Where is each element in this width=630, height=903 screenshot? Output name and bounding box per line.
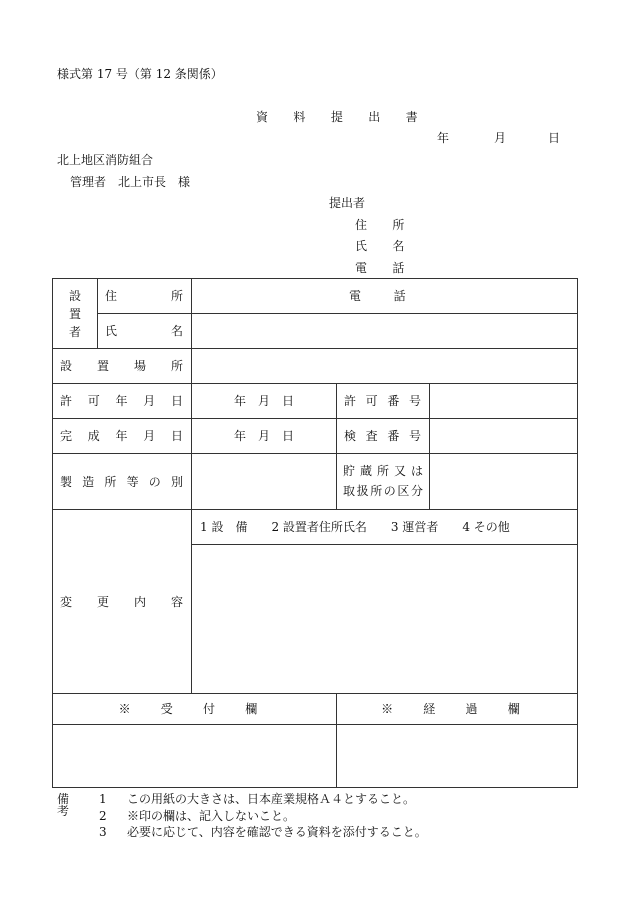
submitter-address-label: 住 所 [355,218,416,232]
installer-phone-label: 電 話 [192,279,578,314]
change-options[interactable]: 1 設 備 2 設置者住所氏名 3 運営者 4 その他 [192,510,578,545]
manufacture-type-label: 製造所等の別 [53,454,192,510]
date-month: 月 [494,131,507,145]
notes-label: 備考 [57,792,70,818]
permit-date-label: 許可年月日 [53,384,192,419]
change-content-field[interactable] [192,545,578,694]
date-year: 年 [437,131,450,145]
reception-label: ※ 受 付 欄 [53,694,337,725]
progress-label: ※ 経 過 欄 [337,694,578,725]
location-field[interactable] [192,349,578,384]
addressee-organization: 北上地区消防組合 [57,153,154,167]
installer-name-label: 氏名 [98,314,192,349]
completion-date-field[interactable]: 年 月 日 [192,419,337,454]
change-content-label: 変更内容 [53,510,192,694]
installer-address-label: 住所 [98,279,192,314]
document-title: 資 料 提 出 書 [256,110,429,124]
addressee-manager: 管理者 北上市長 様 [70,175,191,189]
permit-number-field[interactable] [430,384,578,419]
date-day: 日 [548,131,561,145]
permit-date-field[interactable]: 年 月 日 [192,384,337,419]
form-number: 様式第 17 号（第 12 条関係） [57,67,223,81]
location-label: 設置場所 [53,349,192,384]
submission-form-table [52,278,578,788]
inspection-number-field[interactable] [430,419,578,454]
submitter-phone-label: 電 話 [355,261,416,275]
progress-field [337,725,578,788]
submitter-label: 提出者 [329,196,366,210]
installer-name-field[interactable] [192,314,578,349]
installer-label: 設 置 者 [53,279,98,349]
submitter-name-label: 氏 名 [355,239,416,253]
inspection-number-label: 検査番号 [337,419,430,454]
storage-type-label: 貯蔵所又は 取扱所の区分 [337,454,430,510]
permit-number-label: 許可番号 [337,384,430,419]
manufacture-type-field[interactable] [192,454,337,510]
completion-date-label: 完成年月日 [53,419,192,454]
reception-field [53,725,337,788]
storage-type-field[interactable] [430,454,578,510]
